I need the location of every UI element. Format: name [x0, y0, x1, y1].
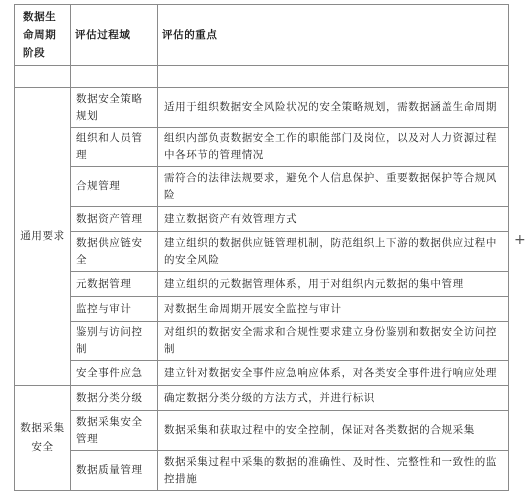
table-row: [15, 451, 509, 491]
area-cell: 数据分类分级: [71, 386, 158, 411]
focus-cell: 数据采集和获取过程中的安全控制，保证对各类数据的合规采集: [158, 411, 509, 451]
stage-cell: 数据采集安全: [15, 386, 71, 491]
area-cell: 组织和人员管理: [71, 128, 158, 167]
focus-cell: 对数据生命周期开展安全监控与审计: [158, 297, 509, 322]
header-focus: 评估的重点: [158, 5, 509, 66]
area-cell: 鉴别与访问控制: [71, 322, 158, 361]
area-cell: 元数据管理: [71, 272, 158, 297]
area-cell: 数据供应链安全: [71, 232, 158, 272]
table-row: [15, 207, 509, 232]
focus-cell: 建立数据资产有效管理方式: [158, 207, 509, 232]
area-cell: 合规管理: [71, 167, 158, 207]
empty-row: [15, 66, 509, 88]
table-row: [15, 411, 509, 451]
table-row: [15, 361, 509, 386]
empty-cell: [71, 66, 158, 88]
focus-cell: 组织内部负责数据安全工作的职能部门及岗位，以及对人力资源过程中各环节的管理情况: [158, 128, 509, 167]
table-row: [15, 88, 509, 128]
area-cell: 数据安全策略规划: [71, 88, 158, 128]
table-row: [15, 297, 509, 322]
plus-icon[interactable]: +: [514, 232, 526, 248]
header-stage: 数据生命周期阶段: [15, 5, 71, 66]
focus-cell: 建立针对数据安全事件应急响应体系，对各类安全事件进行响应处理: [158, 361, 509, 386]
table-row: [15, 232, 509, 272]
focus-cell: 适用于组织数据安全风险状况的安全策略规划，需数据涵盖生命周期: [158, 88, 509, 128]
focus-cell: 对组织的数据安全需求和合规性要求建立身份鉴别和数据安全访问控制: [158, 322, 509, 361]
focus-cell: 需符合的法律法规要求，避免个人信息保护、重要数据保护等合规风险: [158, 167, 509, 207]
assessment-table: [14, 4, 509, 491]
table-row: [15, 386, 509, 411]
table-row: [15, 128, 509, 167]
header-row: [15, 5, 509, 66]
table-row: [15, 272, 509, 297]
stage-cell: 通用要求: [15, 88, 71, 386]
empty-cell: [158, 66, 509, 88]
area-cell: 数据采集安全管理: [71, 411, 158, 451]
focus-cell: 建立组织的数据供应链管理机制，防范组织上下游的数据供应过程中的安全风险: [158, 232, 509, 272]
table-row: [15, 322, 509, 361]
area-cell: 安全事件应急: [71, 361, 158, 386]
focus-cell: 确定数据分类分级的方法方式，并进行标识: [158, 386, 509, 411]
focus-cell: 数据采集过程中采集的数据的准确性、及时性、完整性和一致性的监控措施: [158, 451, 509, 491]
empty-cell: [15, 66, 71, 88]
area-cell: 监控与审计: [71, 297, 158, 322]
area-cell: 数据质量管理: [71, 451, 158, 491]
focus-cell: 建立组织的元数据管理体系，用于对组织内元数据的集中管理: [158, 272, 509, 297]
area-cell: 数据资产管理: [71, 207, 158, 232]
header-area: 评估过程域: [71, 5, 158, 66]
table-row: [15, 167, 509, 207]
